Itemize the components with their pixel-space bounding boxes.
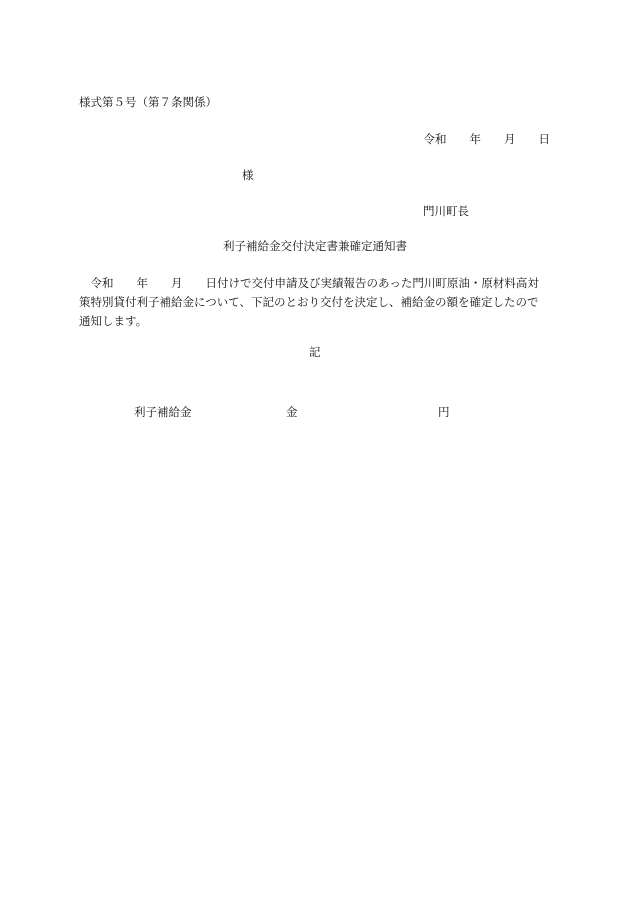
issuer: 門川町長	[423, 204, 469, 218]
addressee-suffix: 様	[242, 168, 254, 182]
body-line-3: 通知します。	[79, 314, 148, 328]
document-title: 利子補給金交付決定書兼確定通知書	[223, 239, 407, 253]
body-paragraph	[79, 274, 551, 331]
body-line-2: 策特別貸付利子補給金について、下記のとおり交付を決定し、補給金の額を確定したので	[79, 295, 539, 309]
form-number: 様式第５号（第７条関係）	[79, 95, 217, 109]
amount-yen: 円	[438, 405, 450, 419]
body-line-1: 令和 年 月 日付けで交付申請及び実績報告のあった門川町原油・原材料高対	[79, 276, 539, 290]
ki-heading: 記	[309, 345, 321, 359]
date-line: 令和 年 月 日	[423, 132, 550, 146]
amount-label: 利子補給金	[134, 405, 192, 419]
amount-kin: 金	[286, 405, 298, 419]
